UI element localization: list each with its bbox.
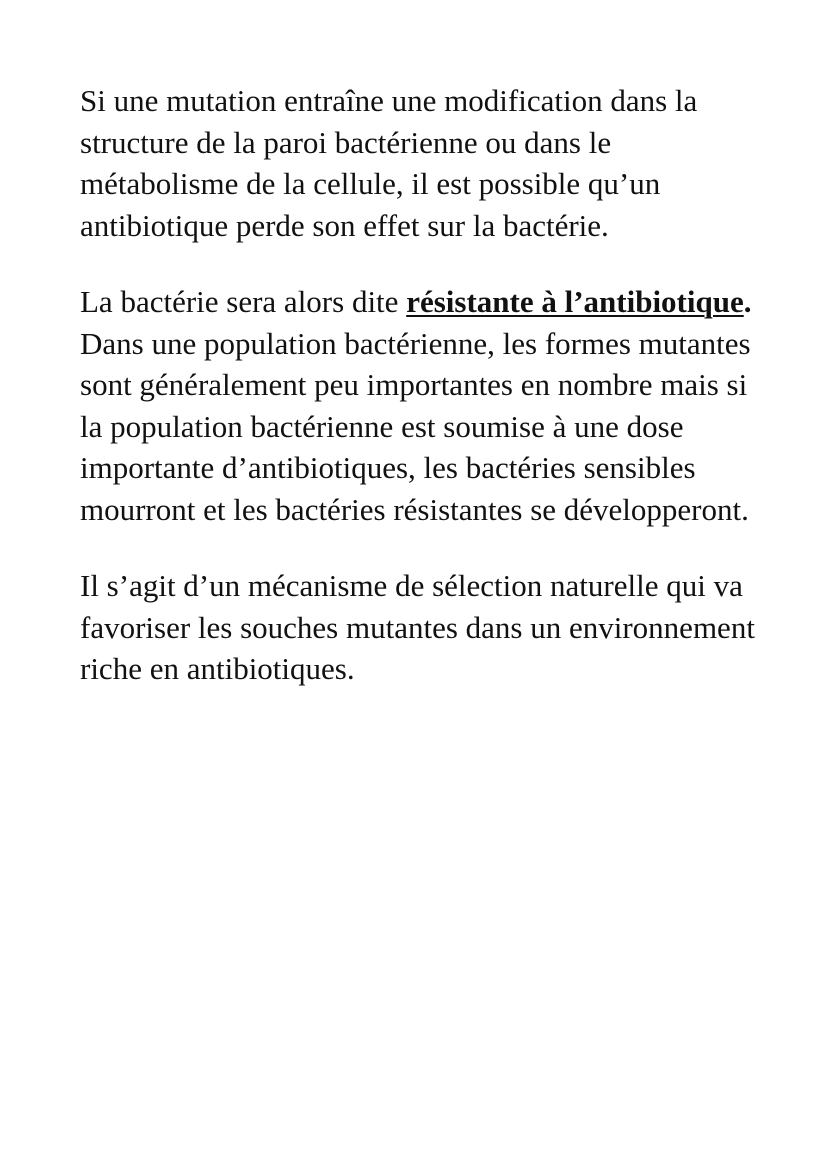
paragraph-gap bbox=[80, 530, 770, 565]
key-term-resistance: résistante à l’antibiotique bbox=[406, 284, 744, 319]
definition-prefix: La bactérie sera alors dite bbox=[80, 284, 407, 319]
document-body bbox=[80, 80, 770, 690]
definition-period: . bbox=[743, 284, 752, 319]
paragraph-population: Dans une population bactérienne, les formes mutantes sont généralement peu importantes en nombre mais si la population bactérienne est soumise à une dose importante d’antibiotiques, les bactéries sensibles mourront et les bactéries résistantes se développeront. bbox=[80, 325, 751, 527]
paragraph-natural-selection: Il s’agit d’un mécanisme de sélection naturelle qui va favoriser les souches mutantes dans un environnement riche en antibiotiques. bbox=[80, 568, 755, 686]
paragraph-resistance-definition bbox=[80, 281, 770, 323]
paragraph-mutation: Si une mutation entraîne une modification dans la structure de la paroi bactérienne ou dans le métabolisme de la cellule, il est possible qu’un antibiotique perde son effet sur la bactérie. bbox=[80, 83, 698, 243]
paragraph-gap bbox=[80, 246, 770, 281]
